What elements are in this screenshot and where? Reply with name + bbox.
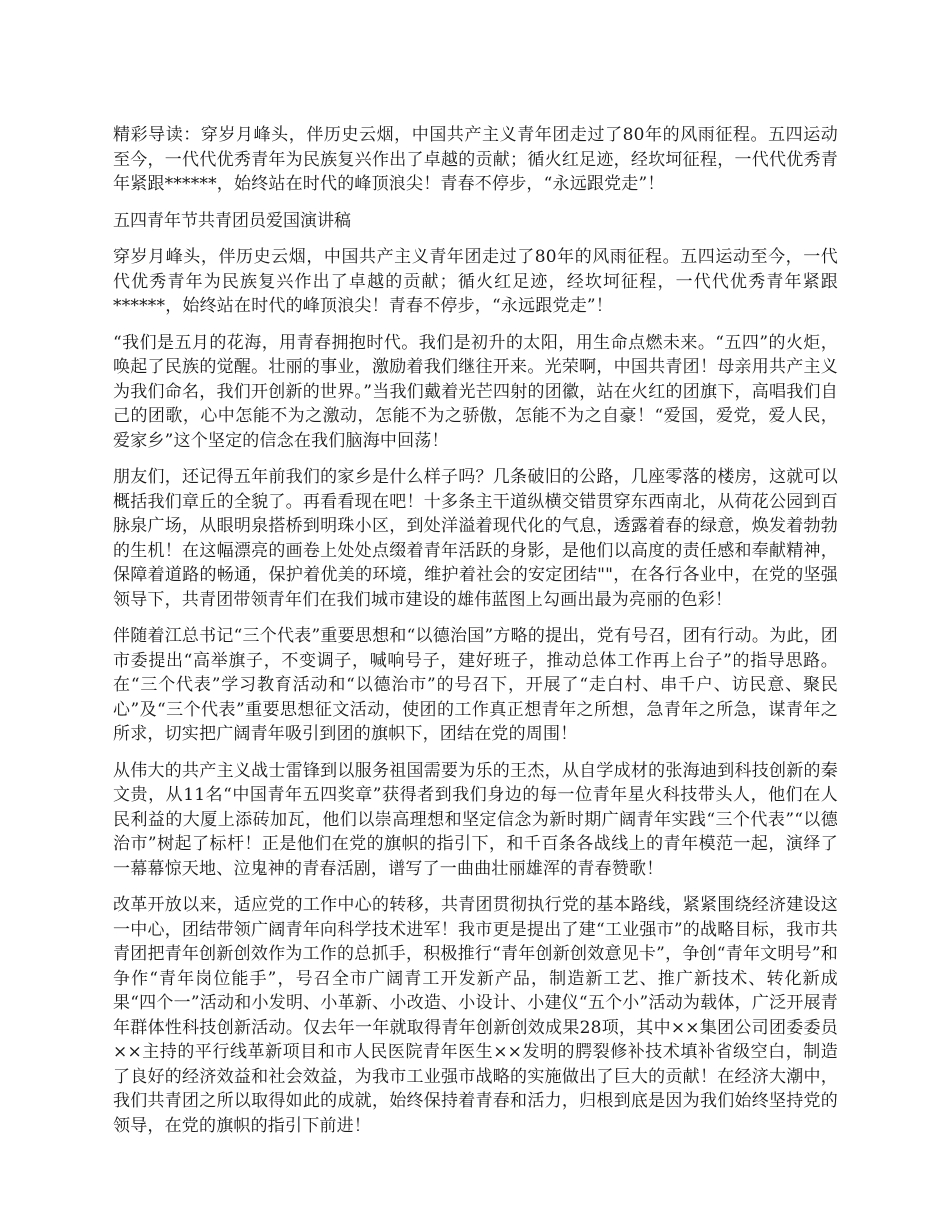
body-paragraph: 伴随着江总书记“三个代表”重要思想和“以德治国”方略的提出，党有号召，团有行动。为此，团市委提出“高举旗子，不变调子，喊响号子，建好班子，推动总体工作再上台子”的指导思路。在“三个代表”学习教育活动和“以德治市”的号召下，开展了“走白村、串千户、访民意、聚民心”及“三个代表”重要思想征文活动，使团的工作真正想青年之所想，急青年之所急，谋青年之所求，切实把广阔青年吸引到团的旗帜下，团结在党的周围！ (113, 626, 838, 744)
body-paragraph: 朋友们，还记得五年前我们的家乡是什么样子吗？几条破旧的公路，几座零落的楼房，这就可以概括我们章丘的全貌了。再看看现在吧！十多条主干道纵横交错贯穿东西南北，从荷花公园到百脉泉广场，从眼明泉搭桥到明珠小区，到处洋溢着现代化的气息，透露着春的绿意，焕发着勃勃的生机！在这幅漂亮的画卷上处处点缀着青年活跃的身影，是他们以高度的责任感和奉献精神，保障着道路的畅通，保护着优美的环境，维护着社会的安定团结""，在各行各业中，在党的坚强领导下，共青团带领青年们在我们城市建设的雄伟蓝图上勾画出最为亮丽的色彩！ (113, 467, 838, 610)
intro-paragraph: 精彩导读：穿岁月峰头，伴历史云烟，中国共产主义青年团走过了80年的风雨征程。五四运动至今，一代代优秀青年为民族复兴作出了卓越的贡献；循火红足迹，经坎坷征程，一代代优秀青年紧跟******，始终站在时代的峰顶浪尖！青春不停步，“永远跟党走”！ (113, 125, 838, 194)
body-paragraph: 改革开放以来，适应党的工作中心的转移，共青团贯彻执行党的基本路线，紧紧围绕经济建设这一中心，团结带领广阔青年向科学技术进军！我市更是提出了建“工业强市”的战略目标，我市共青团把青年创新创效作为工作的总抓手，积极推行“青年创新创效意见卡”，争创“青年文明号”和争作“青年岗位能手”，号召全市广阔青工开发新产品，制造新工艺、推广新技术、转化新成果“四个一”活动和小发明、小革新、小改造、小设计、小建仪“五个小”活动为载体，广泛开展青年群体性科技创新活动。仅去年一年就取得青年创新创效成果28项，其中××集团公司团委委员××主持的平行线革新项目和市人民医院青年医生××发明的腭裂修补技术填补省级空白，制造了良好的经济效益和社会效益，为我市工业强市战略的实施做出了巨大的贡献！在经济大潮中，我们共青团之所以取得如此的成就，始终保持着青春和活力，归根到底是因为我们始终坚持党的领导，在党的旗帜的指引下前进！ (113, 895, 838, 1136)
body-paragraph: 穿岁月峰头，伴历史云烟，中国共产主义青年团走过了80年的风雨征程。五四运动至今，一代代优秀青年为民族复兴作出了卓越的贡献；循火红足迹，经坎坷征程，一代代优秀青年紧跟******，始终站在时代的峰顶浪尖！青春不停步，“永远跟党走”！ (113, 247, 838, 316)
body-paragraph: 从伟大的共产主义战士雷锋到以服务祖国需要为乐的王杰，从自学成材的张海迪到科技创新的秦文贵，从11名“中国青年五四奖章”获得者到我们身边的每一位青年星火科技带头人，他们在人民利益的大厦上添砖加瓦，他们以崇高理想和坚定信念为新时期广阔青年实践“三个代表”“以德治市”树起了标杆！正是他们在党的旗帜的指引下，和千百条各战线上的青年模范一起，演绎了一幕幕惊天地、泣鬼神的青春活剧，谱写了一曲曲壮丽雄浑的青春赞歌！ (113, 760, 838, 879)
document-title: 五四青年节共青团员爱国演讲稿 (113, 210, 351, 231)
body-paragraph: “我们是五月的花海，用青春拥抱时代。我们是初升的太阳，用生命点燃未来。“五四”的火炬，唤起了民族的觉醒。壮丽的事业，激励着我们继往开来。光荣啊，中国共青团！母亲用共产主义为我们命名，我们开创新的世界。”当我们戴着光芒四射的团徽，站在火红的团旗下，高唱我们自己的团歌，心中怎能不为之激动，怎能不为之骄傲，怎能不为之自豪！“爱国，爱党，爱人民，爱家乡”这个坚定的信念在我们脑海中回荡！ (113, 332, 838, 451)
document-page (113, 123, 838, 1150)
